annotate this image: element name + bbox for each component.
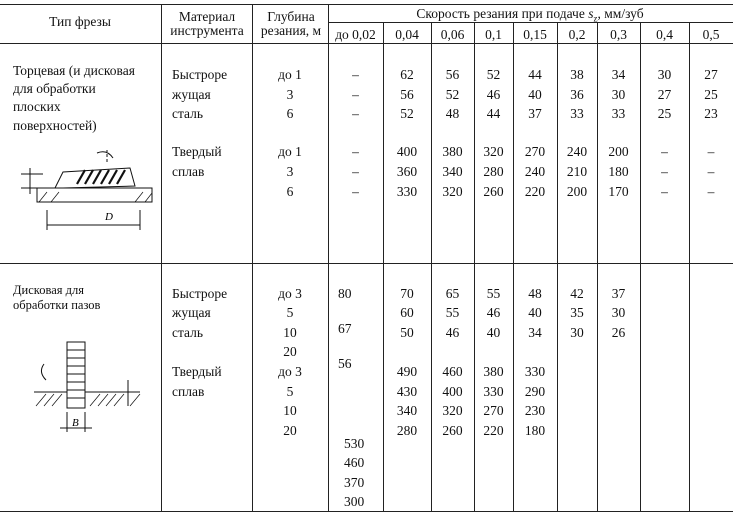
- tool-type-label: плоских: [13, 99, 61, 114]
- speed-cell: 370: [344, 475, 365, 490]
- speed-title-text: Скорость резания при подаче: [416, 6, 589, 21]
- material-label: Твердый: [172, 144, 222, 159]
- depth-value: до 3: [278, 364, 302, 379]
- header-bottom-rule: [0, 43, 733, 44]
- depth-value: 6: [286, 184, 294, 199]
- feed-header-cell: 0,04: [395, 27, 419, 42]
- column-rule: [597, 22, 598, 511]
- speed-cell: 180: [524, 423, 546, 438]
- speed-cell: 300: [344, 494, 365, 509]
- speed-cell: 340: [396, 403, 418, 418]
- speed-cell: 37: [528, 106, 542, 121]
- speed-cell: 200: [608, 144, 629, 159]
- speed-cell: 35: [570, 305, 584, 320]
- header-depth: Глубина: [267, 9, 315, 24]
- speed-cell: 180: [608, 164, 629, 179]
- speed-cell: 36: [570, 87, 584, 102]
- tool-type-label: Торцевая (и дисковая: [13, 63, 135, 78]
- speed-cell: 62: [400, 67, 414, 82]
- speed-cell: 240: [524, 164, 546, 179]
- slot-mill-diagram: [30, 340, 150, 435]
- speed-cell: 30: [611, 87, 626, 102]
- speed-cell: 290: [524, 384, 546, 399]
- speed-cell: 44: [528, 67, 542, 82]
- speed-cell: 490: [396, 364, 418, 379]
- speed-cell: 34: [611, 67, 626, 82]
- speed-cell: 380: [442, 144, 463, 159]
- feed-header-cell: 0,06: [440, 27, 465, 42]
- speed-cell: –: [707, 184, 715, 199]
- speed-cell: 380: [483, 364, 504, 379]
- depth-value: 5: [286, 305, 294, 320]
- speed-cell: 460: [344, 455, 365, 470]
- column-rule: [252, 4, 253, 511]
- speed-cell: –: [352, 164, 359, 179]
- speed-cell: 38: [570, 67, 584, 82]
- depth-value: 6: [286, 106, 294, 121]
- material-label: сплав: [172, 164, 205, 179]
- feed-subscript: z: [593, 13, 598, 24]
- tool-type-label: обработки пазов: [13, 298, 101, 312]
- speed-cell: 260: [442, 423, 463, 438]
- speed-cell: 25: [704, 87, 718, 102]
- table-bottom-rule: [0, 511, 733, 512]
- header-speed-title: [416, 7, 643, 24]
- speed-cell: 26: [611, 325, 626, 340]
- speed-cell: 33: [570, 106, 584, 121]
- feed-header-cell: до 0,02: [335, 27, 376, 42]
- speed-cell: 27: [657, 87, 672, 102]
- table-top-rule: [0, 4, 733, 5]
- speed-cell: 530: [344, 436, 365, 451]
- speed-cell: 55: [445, 305, 460, 320]
- column-rule: [474, 22, 475, 511]
- depth-value: 5: [286, 384, 294, 399]
- depth-value: 3: [286, 87, 294, 102]
- face-mill-diagram: [15, 150, 160, 235]
- speed-cell: –: [661, 164, 668, 179]
- speed-cell: –: [661, 184, 668, 199]
- speed-cell: 52: [400, 106, 414, 121]
- speed-cell: 330: [483, 384, 504, 399]
- speed-cell: 40: [486, 325, 501, 340]
- speed-cell: 400: [442, 384, 463, 399]
- speed-cell: 460: [442, 364, 463, 379]
- column-rule: [328, 4, 329, 511]
- speed-cell: –: [352, 184, 359, 199]
- speed-cell: 46: [445, 325, 460, 340]
- speed-cell: 220: [483, 423, 504, 438]
- speed-cell: 46: [486, 305, 501, 320]
- feed-header-cell: 0,2: [568, 27, 586, 42]
- speed-cell: 56: [445, 67, 460, 82]
- tool-type-label: Дисковая для: [13, 283, 84, 297]
- material-label: сталь: [172, 106, 204, 121]
- speed-cell: 30: [657, 67, 672, 82]
- section-divider-rule: [0, 263, 733, 264]
- speed-cell: –: [707, 164, 715, 179]
- tool-type-label: поверхностей): [13, 118, 97, 133]
- speed-cell: 55: [486, 286, 501, 301]
- depth-value: 20: [283, 423, 297, 438]
- speed-cell: 25: [657, 106, 672, 121]
- speed-cell: 280: [396, 423, 418, 438]
- speed-cell: –: [707, 144, 715, 159]
- feed-header-cell: 0,15: [523, 27, 547, 42]
- speed-cell: 52: [486, 67, 501, 82]
- depth-value: 20: [283, 344, 297, 359]
- column-rule: [161, 4, 162, 511]
- speed-cell: 33: [611, 106, 626, 121]
- material-label: жущая: [172, 87, 211, 102]
- speed-cell: 80: [338, 286, 352, 301]
- speed-cell: 67: [338, 321, 352, 336]
- speed-cell: 320: [483, 144, 504, 159]
- speed-cell: –: [661, 144, 668, 159]
- speed-cell: 56: [400, 87, 414, 102]
- header-material: инструмента: [170, 23, 244, 38]
- column-rule: [431, 22, 432, 511]
- speed-cell: 280: [483, 164, 504, 179]
- speed-cell: 48: [528, 286, 542, 301]
- feed-header-cell: 0,1: [485, 27, 502, 42]
- speed-cell: 23: [704, 106, 718, 121]
- speed-cell: 330: [524, 364, 546, 379]
- column-rule: [557, 22, 558, 511]
- speed-cell: 70: [400, 286, 414, 301]
- speed-cell: 170: [608, 184, 629, 199]
- speed-cell: 37: [611, 286, 626, 301]
- diameter-label: D: [105, 211, 113, 223]
- depth-value: до 1: [278, 144, 302, 159]
- speed-cell: 270: [524, 144, 546, 159]
- material-label: сплав: [172, 384, 205, 399]
- speed-cell: 220: [524, 184, 546, 199]
- header-material: Материал: [178, 9, 236, 24]
- speed-cell: 260: [483, 184, 504, 199]
- depth-value: 10: [283, 325, 297, 340]
- speed-cell: 27: [704, 67, 718, 82]
- speed-cell: 34: [528, 325, 542, 340]
- speed-cell: 50: [400, 325, 414, 340]
- speed-cell: 52: [445, 87, 460, 102]
- speed-cell: 65: [445, 286, 460, 301]
- depth-value: 10: [283, 403, 297, 418]
- depth-value: 3: [286, 164, 294, 179]
- speed-cell: 240: [566, 144, 588, 159]
- speed-unit: , мм/зуб: [597, 6, 644, 21]
- speed-cell: 40: [528, 87, 542, 102]
- speed-cell: 340: [442, 164, 463, 179]
- material-label: сталь: [172, 325, 204, 340]
- speed-cell: 44: [486, 106, 501, 121]
- speed-cell: 400: [396, 144, 418, 159]
- speed-cell: 40: [528, 305, 542, 320]
- speed-cell: 42: [570, 286, 584, 301]
- speed-cell: 270: [483, 403, 504, 418]
- column-rule: [689, 22, 690, 511]
- material-label: жущая: [172, 305, 211, 320]
- speed-cell: 48: [445, 106, 460, 121]
- header-depth: резания, м: [260, 23, 322, 38]
- column-rule: [513, 22, 514, 511]
- speed-cell: 320: [442, 403, 463, 418]
- speed-cell: –: [352, 67, 359, 82]
- speed-cell: 330: [396, 184, 418, 199]
- feed-symbol: s: [588, 6, 594, 21]
- speed-cell: 320: [442, 184, 463, 199]
- speed-cell: 30: [611, 305, 626, 320]
- tool-type-label: для обработки: [13, 81, 96, 96]
- speed-cell: –: [352, 87, 359, 102]
- column-rule: [383, 22, 384, 511]
- speed-cell: 46: [486, 87, 501, 102]
- speed-cell: 60: [400, 305, 414, 320]
- material-label: Твердый: [172, 364, 222, 379]
- speed-cell: 200: [566, 184, 588, 199]
- speed-cell: 56: [338, 356, 352, 371]
- depth-value: до 1: [278, 67, 302, 82]
- header-tool-type: Тип фрезы: [49, 14, 111, 29]
- material-label: Быстроре: [172, 67, 228, 82]
- speed-cell: –: [352, 144, 359, 159]
- column-rule: [640, 22, 641, 511]
- width-label: B: [72, 417, 79, 429]
- speed-cell: –: [352, 106, 359, 121]
- feed-header-cell: 0,4: [656, 27, 673, 42]
- speed-cell: 230: [524, 403, 546, 418]
- speed-cell: 30: [570, 325, 584, 340]
- speed-cell: 210: [566, 164, 588, 179]
- speed-cell: 360: [396, 164, 418, 179]
- material-label: Быстроре: [172, 286, 228, 301]
- speed-cell: 430: [396, 384, 418, 399]
- feed-header-cell: 0,5: [702, 27, 720, 42]
- depth-value: до 3: [278, 286, 302, 301]
- feed-header-cell: 0,3: [610, 27, 627, 42]
